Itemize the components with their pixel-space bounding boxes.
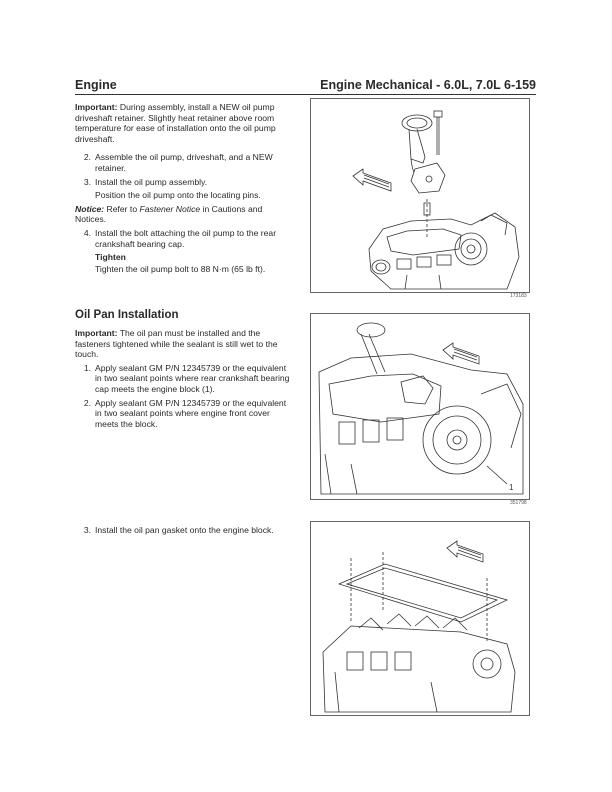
step-2: 2. Assemble the oil pump, driveshaft, and a NEW retainer. [83, 152, 273, 173]
gasket-instructions [75, 522, 290, 536]
oil-pump-illustration [311, 99, 529, 292]
front-arrow-icon [443, 343, 479, 364]
step-3-detail: Position the oil pump onto the locating pins. [95, 190, 261, 201]
gasket-figure [310, 521, 530, 716]
oil-pan-instructions [75, 328, 290, 429]
tighten-label: Tighten [95, 252, 126, 263]
step-2-sealant: 2. Apply sealant GM P/N 12345739 or the equivalent in two sealant points where engine front cover meets the block. [83, 397, 287, 429]
callout-1: 1 [509, 483, 514, 492]
oil-pump-instructions [75, 102, 290, 274]
step-1: 1. Apply sealant GM P/N 12345739 or the equivalent in two sealant points where rear crankshaft bearing cap meets the engine block (1). [83, 362, 290, 394]
sealant-figure [310, 313, 530, 500]
tighten-spec: Tighten the oil pump bolt to 88 N·m (65 lb ft). [95, 263, 266, 274]
figure-id-2: 351798 [510, 500, 527, 506]
step-3: 3. Install the oil pump assembly. [83, 176, 208, 187]
section-title-oil-pan: Oil Pan Installation [75, 309, 179, 321]
step-3-gasket: 3. Install the oil pan gasket onto the engine block. [83, 525, 274, 535]
step-4: 4. Install the bolt attaching the oil pump to the rear crankshaft bearing cap. [83, 227, 277, 249]
gasket-illustration [311, 522, 529, 715]
oil-pump-figure [310, 98, 530, 293]
front-arrow-icon [447, 541, 483, 562]
page-header-section: Engine [75, 78, 117, 92]
important-note-sealant: Important: The oil pan must be installed and the fasteners tightened while the sealant is still wet to the touch. [75, 328, 278, 360]
page-header-title: Engine Mechanical - 6.0L, 7.0L 6-159 [320, 78, 536, 92]
front-arrow-icon [353, 169, 391, 191]
sealant-illustration [311, 314, 529, 499]
figure-id-1: 173183 [510, 293, 527, 299]
fastener-notice: Notice: Refer to Fastener Notice in Cautions and Notices. [75, 203, 263, 225]
header-rule [75, 94, 536, 95]
important-note: Important: During assembly, install a NEW oil pump driveshaft retainer. Slightly heat retainer above room temperature for ease of installation onto the oil pump driveshaft. [75, 102, 276, 144]
